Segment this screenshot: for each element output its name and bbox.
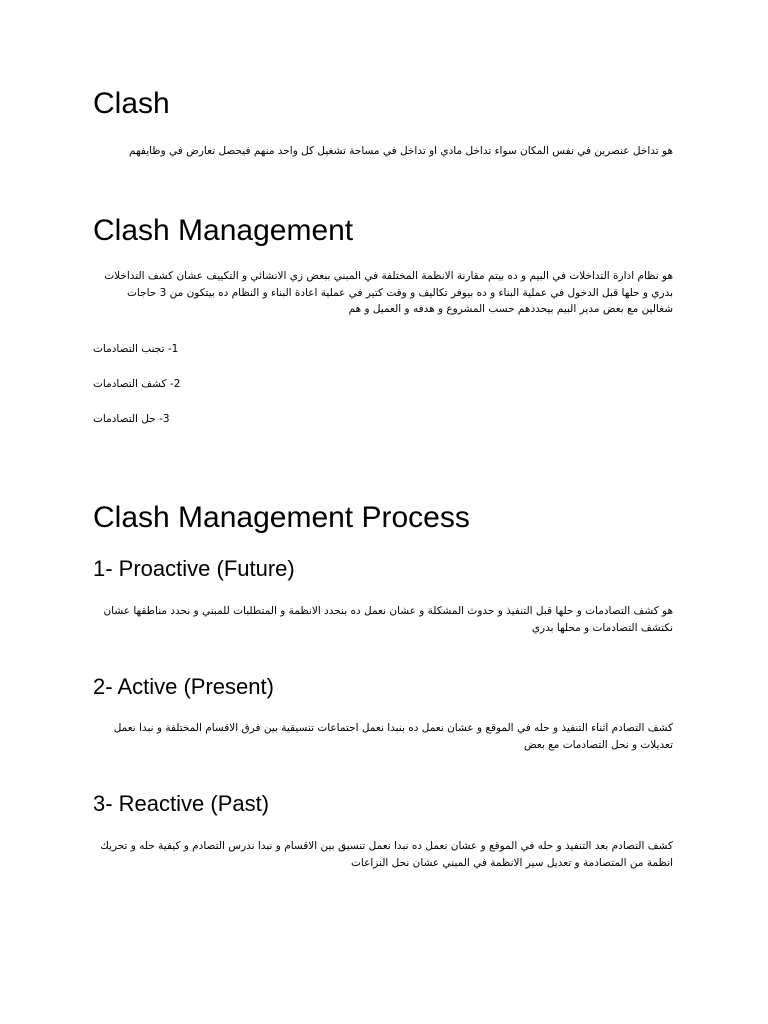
heading-clash-management: Clash Management <box>93 214 354 247</box>
heading-clash-management-process: Clash Management Process <box>93 501 470 534</box>
active-description: كشف التصادم اثناء التنفيذ و حله في الموقع و عشان نعمل ده بنبدا نعمل اجتماعات تنسيقية بين فرق الاقسام المختلفة و نبدا نعمل تعديلات و نحل التصادمات مع بعض <box>113 722 673 751</box>
list-item-detect-clashes: 2- كشف التصادمات <box>93 378 181 390</box>
heading-clash: Clash <box>93 87 170 120</box>
reactive-description: كشف التصادم بعد التنفيذ و حله في الموقع و عشان نعمل ده نبدا نعمل تنسيق بين الاقسام و نبدا ندرس التصادم و كيفية حله و تحريك انظمة من المتصادمة و تعديل سير الانظمة في المبني عشان نحل النزاعات <box>100 840 673 869</box>
list-item-avoid-clashes: 1- تجنب التصادمات <box>93 343 179 355</box>
list-item-resolve-clashes: 3- حل التصادمات <box>93 413 170 425</box>
heading-proactive: 1- Proactive (Future) <box>93 556 295 581</box>
clash-definition: هو تداخل عنصرين في نفس المكان سواء تداخل مادي او تداخل في مساحة تشغيل كل واحد منهم فيحصل تعارض في وظايفهم <box>129 145 673 157</box>
proactive-description: هو كشف التصادمات و حلها قبل التنفيذ و حدوث المشكلة و عشان نعمل ده بنحدد الانظمة و المتطلبات للمبني و نحدد مناطقها عشان نكتشف التصادمات و محلها بدري <box>103 605 673 634</box>
heading-reactive: 3- Reactive (Past) <box>93 791 270 816</box>
clash-management-definition: هو نظام ادارة التداخلات في البيم و ده بيتم مقارنة الانظمة المختلفة في المبني ببعض زي الانشائي و التكييف عشان كشف التداخلات بدري و حلها قبل الدخول في عملية البناء و ده بيوفر تكاليف و وقت كتير في عملية اعادة البناء و النظام ده بيتكون من 3 حاجات شغالين مع بعض مدير البيم بيحددهم حسب المشروع و هدفه و العميل و هم <box>104 270 673 315</box>
heading-active: 2- Active (Present) <box>93 674 274 699</box>
